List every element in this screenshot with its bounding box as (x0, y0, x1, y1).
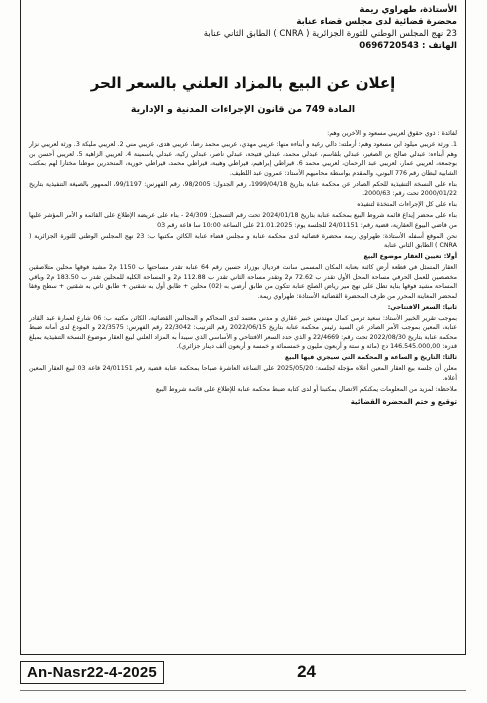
price-description: بموجب تقرير الخبير الأستاذ: سعيد ترمي كمال مهندس خبير عقاري و مدني معتمد لدى المحاكم و المجالس القضائية، الكائن مكتبه ب: 06 شارع لعمارة عبد القادر عنابة، المعين بموجب الأمر الصادر عن السيد رئيس محكمة عنابة بتاريخ 2022/06/15 رقم الترتيب: 22/3042 رقم الفهرس: 22/3575 و المودع لدى أمانة ضبط محكمة عنابة بتاريخ 2022/08/30 تحت رقم: 22/4669 و الذي حدد السعر الافتتاحي و الأساسي الذي سيبدأ به المزاد العلني لبيع العقار موضوع النسخة التنفيذية بمبلغ قدره: 146.545.000,00 دج (مائة و ستة و أربعون مليون و خمسمائة و خمسة و أربعون ألف دينار جزائري). (29, 314, 458, 350)
section-price-heading: ثانيا: السعر الافتتاحي: (387, 303, 457, 311)
page-number: 24 (297, 662, 316, 681)
bailiff-name: الأستاذة، طهراوي ريمة (359, 5, 457, 15)
judgment-reference: بناء على النسخة التنفيذية للحكم الصادر عن محكمة عنابة بتاريخ 1999/04/18، رقم الجدول: 98/2005، رقم الفهرس: 99/1197، الممهور بالصيغة التنفيذية بتاريخ 2000/01/22 تحت رقم: 2000/63. (29, 180, 457, 197)
beneficiaries-list: 1. ورثة عريبي ميلود ابن مسعود وهم: أرملته: دالي رغية و أبناءه منها: عريبي مهدي، عريبي محمد رضا، عريبي هدى، عريبي مني 2. لعريبي مليكة 3. ورثة لعريبي نزار وهم أبناءه: عبدلي صالح بن الصغير، عبدلي بلقاسم، عبدلي محمد، عبدلي فتيحة، عبدلي ناصر، عبدلي زكية، عبدلي ياسمينة 4. لعريبي الزاهية 5. لعريبي أحسن بن بوجمعة، لعريبي عمار، لعريبي عبد الرحمان، لعريبي محمد 6. قيراطي إبراهيم، قيراطي وهيبة، قيراطي محمد، قيراطي حورية، المنحدرين موطنا مختارا لهم بمكتب الشابية لبطان رقم 776 البوني، والمقدم بواسطة محاميهم الأستاذ: عمرون عبد اللطيف. (29, 141, 457, 177)
page-footer (20, 657, 466, 687)
notice-body (29, 129, 457, 408)
notice-title: إعلان عن البيع بالمزاد العلني بالسعر الحر (90, 74, 396, 92)
property-description: العقار المتمثل في قطعة أرض كائنة بعنابة المكان المسمى سانت فرديال بوزراد حسين رقم 64 عنابة تقدر مساحتها ب 1150 م2 مشيد فوقها محلين متلاصقين مخصصين للعمل الحرفي مساحة المحل الأول تقدر ب 72.62 م2 وتقدر مساحة الثاني تقدر ب 112.88 م2 و المساحة الكلية للمحلين تقدر ب 183.50 م2 وباقي المساحة مشيد فوقها بناية تطل على نهج مير رياض الصلح عنابة تتكون من طابق أرضي به (02) محلين + طابق أول به شقتين + طابق ثاني به شقتين + سطح وفقا لمحضر المعاينة المحرر من طرف المحضرة القضائية الأستاذة: طهراوي ريمة. (29, 264, 458, 300)
sale-date: معلن أن جلسة بيع العقار المعين أعلاه مؤجلة لجلسة: 2025/05/20 على الساعة العاشرة صباحا بمحكمة عنابة قضية رقم 24/01151 قاعة 03 لبيع العقار المعين أعلاه. (29, 365, 457, 382)
section-date-heading: ثالثا: التاريخ و الساعة و المحكمة التي سيجري فيها البيع (284, 354, 457, 361)
deposit-record: بناء على محضر إيداع قائمة شروط البيع بمحكمة عنابة بتاريخ 2024/01/18 تحت رقم التسجيل: 24/309 - بناء على عريضة الإطلاع على القائمة و الأمر المؤشر عليها من قاضي البيوع العقارية، قضية رقم: 24/01151 للجلسة يوم: 21.01.2025 على الساعة 10:00 سا قاعة رقم 03 (29, 212, 457, 229)
bailiff-phone: الهاتف : 0696720543 (359, 41, 457, 51)
bailiff-address: 23 نهج المجلس الوطني للثورة الجزائرية ( CNRA ) الطابق الثاني عنابة (203, 29, 457, 39)
bailiff-statement: نحن الموقع أسفله الأستاذة: طهراوي ريمة محضرة قضائية لدى محكمة عنابة و مجلس قضاء عنابة الكائن مكتبها ب: 23 نهج المجلس الوطني للثورة الجزائرية ( CNRA ) الطابق الثاني عنابة (29, 232, 458, 249)
law-reference: المادة 749 من قانون الإجراءات المدنية و الإدارية (130, 104, 356, 115)
section-property-heading: أولا: تعيين العقار موضوع البيع (363, 253, 457, 260)
newspaper-date: An-Nasr22-4-2025 (20, 661, 164, 684)
bailiff-title: محضرة قضائية لدى مجلس قضاء عنابة (296, 17, 457, 27)
note: ملاحظة: لمزيد من المعلومات يمكنكم الاتصال بمكتبنا أو لدى كتابة ضبط محكمة عنابة للإطلاع على قائمة شروط البيع (155, 385, 457, 393)
notice-header (29, 4, 457, 52)
footer-rule (20, 690, 466, 691)
signature-line: توقيع و ختم المحضرة القضائية (350, 398, 457, 406)
procedures-line: بناء على كل الإجراءات المتخذة لتنفيذه (357, 201, 457, 208)
beneficiaries-intro: لفائدة : ذوي حقوق لعريبي مسعود و الآخرين وهم: (327, 130, 457, 137)
legal-notice (20, 0, 466, 655)
